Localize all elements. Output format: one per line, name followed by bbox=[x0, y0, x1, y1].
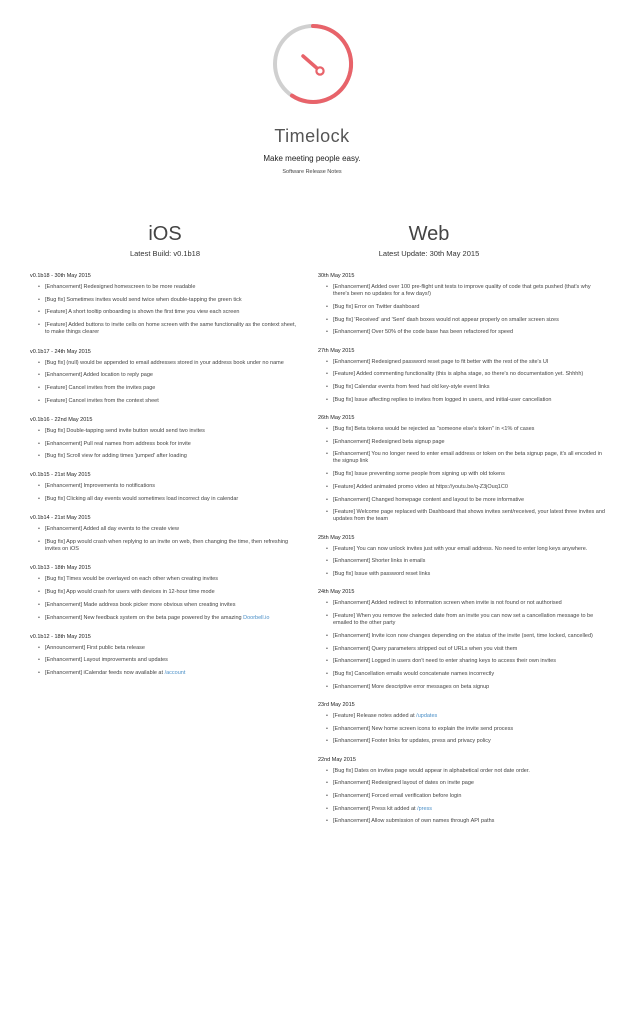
release-note-text: [Feature] Added buttons to invite cells on home screen with the same functionality as the context sheet, to make things clearer bbox=[45, 322, 297, 336]
release-note-item bbox=[326, 646, 608, 653]
release-note-item bbox=[38, 360, 300, 367]
release-note-text: [Enhancement] Redesigned beta signup page bbox=[333, 438, 445, 445]
ios-column bbox=[30, 222, 300, 689]
release-note-item bbox=[326, 600, 608, 607]
release-note-text: [Feature] Welcome page replaced with Dashboard that shows invites sent/received, your latest three invites and updates from the team bbox=[333, 509, 605, 523]
release-note-text: [Enhancement] New feedback system on the beta page powered by the amazing bbox=[45, 614, 244, 621]
release-note-item bbox=[326, 768, 608, 775]
web-release bbox=[318, 348, 608, 404]
web-release bbox=[318, 535, 608, 579]
release-note-item bbox=[326, 613, 608, 627]
release-notes-list bbox=[318, 284, 608, 337]
release-title: v0.1b15 - 21st May 2015 bbox=[30, 472, 91, 479]
app-tagline: Make meeting people easy. bbox=[263, 154, 361, 163]
timelock-logo-icon bbox=[269, 20, 357, 108]
release-note-text: [Bug fix] (null) would be appended to email addresses stored in your address book under no name bbox=[45, 359, 284, 366]
release-note-item bbox=[326, 426, 608, 433]
release-notes-list bbox=[318, 600, 608, 691]
release-note-item bbox=[38, 453, 300, 460]
release-notes-list bbox=[30, 576, 300, 621]
release-title: 26th May 2015 bbox=[318, 414, 355, 421]
release-title: 22nd May 2015 bbox=[318, 756, 356, 763]
release-title: v0.1b17 - 24th May 2015 bbox=[30, 348, 91, 355]
ios-latest-build: Latest Build: v0.1b18 bbox=[129, 249, 201, 258]
release-note-item bbox=[326, 793, 608, 800]
release-note-text: [Enhancement] Allow submission of own names through API paths bbox=[333, 818, 495, 825]
release-note-text: [Bug fix] Dates on invites page would appear in alphabetical order not date order. bbox=[333, 767, 530, 774]
release-title: v0.1b18 - 30th May 2015 bbox=[30, 273, 91, 279]
release-note-text: [Enhancement] Pull real names from address book for invite bbox=[45, 440, 191, 447]
release-note-item bbox=[326, 806, 608, 813]
release-note-item bbox=[38, 589, 300, 596]
ios-heading: iOS bbox=[148, 223, 182, 245]
release-title: v0.1b13 - 18th May 2015 bbox=[30, 565, 91, 572]
release-note-item bbox=[38, 428, 300, 435]
release-note-text: [Enhancement] iCalendar feeds now available at bbox=[45, 670, 165, 677]
release-note-link[interactable]: /press bbox=[417, 805, 433, 812]
release-note-text: [Feature] Cancel invites from the context sheet bbox=[45, 397, 159, 404]
release-note-item bbox=[326, 671, 608, 678]
release-note-text: [Feature] A short tooltip onboarding is shown the first time you view each screen bbox=[45, 309, 240, 316]
release-note-item bbox=[38, 526, 300, 533]
release-note-item bbox=[326, 304, 608, 311]
release-note-text: [Bug fix] Beta tokens would be rejected as "someone else's token" in <1% of cases bbox=[333, 425, 535, 432]
release-note-item bbox=[38, 297, 300, 304]
release-note-item bbox=[38, 483, 300, 490]
release-note-text: [Enhancement] Query parameters stripped out of URLs when you visit them bbox=[333, 645, 518, 652]
release-notes-list bbox=[30, 526, 300, 553]
release-note-item bbox=[326, 371, 608, 378]
release-note-text: [Feature] Added animated promo video at https://youtu.be/q-Z3jOuq1C0 bbox=[333, 483, 508, 490]
release-notes-list bbox=[318, 546, 608, 579]
release-note-item bbox=[326, 546, 608, 553]
release-note-item bbox=[38, 615, 300, 622]
ios-release-list bbox=[30, 273, 300, 677]
release-note-item bbox=[326, 780, 608, 787]
release-note-text: [Enhancement] Improvements to notifications bbox=[45, 483, 156, 490]
release-note-text: [Bug fix] 'Received' and 'Sent' dash boxes would not appear properly on smaller screen sizes bbox=[333, 316, 559, 323]
release-note-text: [Feature] You can now unlock invites just with your email address. No need to enter long keys anywhere. bbox=[333, 545, 588, 552]
release-note-text: [Enhancement] New home screen icons to explain the invite send process bbox=[333, 725, 514, 732]
release-note-item bbox=[326, 451, 608, 465]
release-note-text: [Bug fix] Issue with password reset links bbox=[333, 571, 431, 578]
release-note-item bbox=[38, 576, 300, 583]
web-release bbox=[318, 757, 608, 826]
release-note-link[interactable]: /account bbox=[164, 670, 186, 677]
release-note-text: [Enhancement] Layout improvements and updates bbox=[45, 657, 168, 664]
release-note-item bbox=[326, 439, 608, 446]
release-note-text: [Bug fix] Issue affecting replies to invites from logged in users, and initial-user cancellation bbox=[333, 396, 552, 403]
release-note-text: [Enhancement] Over 50% of the code base has been refactored for speed bbox=[333, 329, 514, 336]
release-note-link[interactable]: /updates bbox=[416, 712, 438, 719]
release-note-item bbox=[326, 738, 608, 745]
release-notes-list bbox=[318, 426, 608, 524]
release-note-text: [Enhancement] Logged in users don't need to enter sharing keys to access their own invites bbox=[333, 658, 557, 665]
web-release bbox=[318, 273, 608, 337]
release-note-text: [Enhancement] Made address book picker more obvious when creating invites bbox=[45, 601, 236, 608]
release-title: v0.1b12 - 18th May 2015 bbox=[30, 633, 91, 640]
release-notes-list bbox=[30, 645, 300, 678]
release-note-text: [Enhancement] Shorter links in emails bbox=[333, 558, 426, 565]
release-note-item bbox=[38, 670, 300, 677]
release-notes-list bbox=[30, 428, 300, 461]
release-notes-list bbox=[318, 768, 608, 826]
ios-release bbox=[30, 472, 300, 503]
release-note-item bbox=[38, 602, 300, 609]
release-note-item bbox=[38, 309, 300, 316]
release-note-item bbox=[326, 633, 608, 640]
release-note-item bbox=[326, 397, 608, 404]
release-note-text: [Enhancement] Invite icon now changes depending on the status of the invite (sent, time locked, cancelled) bbox=[333, 632, 593, 639]
ios-release bbox=[30, 634, 300, 678]
release-note-item bbox=[38, 284, 300, 291]
release-note-item bbox=[326, 329, 608, 336]
release-note-text: [Announcement] First public beta release bbox=[45, 644, 145, 651]
release-note-item bbox=[326, 384, 608, 391]
release-note-text: [Enhancement] Added over 100 pre-flight unit tests to improve quality of code that gets pushed (that's why there's been no updates for a few days!) bbox=[333, 284, 591, 298]
release-note-text: [Feature] Cancel invites from the invites page bbox=[45, 384, 156, 391]
release-title: 23rd May 2015 bbox=[318, 701, 355, 708]
release-note-item bbox=[326, 726, 608, 733]
web-release-list bbox=[318, 273, 608, 826]
release-note-text: [Enhancement] Redesigned homescreen to be more readable bbox=[45, 284, 196, 290]
release-notes-list bbox=[318, 359, 608, 404]
release-note-text: [Feature] Release notes added at bbox=[333, 712, 417, 719]
release-note-item bbox=[38, 539, 300, 553]
release-note-text: [Enhancement] Redesigned layout of dates on invite page bbox=[333, 780, 474, 787]
release-note-text: [Enhancement] More descriptive error messages on beta signup bbox=[333, 683, 490, 690]
release-note-text: [Bug fix] App would crash for users with devices in 12-hour time mode bbox=[45, 589, 215, 596]
release-note-item bbox=[326, 471, 608, 478]
release-note-text: [Feature] Added commenting functionality (this is alpha stage, so there's no documentation yet. Shhhh) bbox=[333, 371, 584, 378]
release-note-link[interactable]: Doorbell.io bbox=[243, 614, 270, 621]
release-note-item bbox=[38, 496, 300, 503]
release-note-text: [Bug fix] Clicking all day events would sometimes load incorrect day in calendar bbox=[45, 496, 239, 503]
release-note-item bbox=[326, 658, 608, 665]
web-column bbox=[318, 222, 608, 837]
release-note-text: [Feature] When you remove the selected date from an invite you can now set a cancellation message to be emailed to the other party bbox=[333, 612, 594, 627]
release-note-item bbox=[326, 284, 608, 298]
release-note-item bbox=[38, 645, 300, 652]
release-note-item bbox=[326, 497, 608, 504]
release-notes-list bbox=[30, 483, 300, 503]
release-note-text: [Bug fix] Times would be overlayed on each other when creating invites bbox=[45, 576, 219, 583]
release-notes-list bbox=[30, 284, 300, 337]
release-note-item bbox=[326, 571, 608, 578]
release-note-text: [Bug fix] Sometimes invites would send twice when double-tapping the green tick bbox=[45, 296, 242, 303]
release-notes-list bbox=[30, 360, 300, 405]
release-note-item bbox=[326, 359, 608, 366]
release-note-text: [Enhancement] You no longer need to enter email address or token on the beta signup page, it's all encoded in the signup link bbox=[333, 451, 602, 465]
release-note-text: [Enhancement] Press kit added at bbox=[333, 805, 418, 812]
release-note-text: [Bug fix] Cancellation emails would concatenate names incorrectly bbox=[333, 670, 495, 677]
release-note-text: [Enhancement] Added location to reply page bbox=[45, 372, 153, 379]
release-note-text: [Bug fix] Calendar events from feed had old key-style event links bbox=[333, 383, 490, 390]
release-title: 24th May 2015 bbox=[318, 589, 355, 596]
ios-release bbox=[30, 349, 300, 405]
release-note-text: [Bug fix] App would crash when replying to an invite on web, then changing the time, then refreshing invites on iOS bbox=[45, 539, 289, 553]
release-note-text: [Enhancement] Changed homepage content and layout to be more informative bbox=[333, 496, 525, 503]
ios-release bbox=[30, 417, 300, 461]
release-note-item bbox=[326, 558, 608, 565]
release-note-text: [Enhancement] Added redirect to information screen when invite is not found or not authorised bbox=[333, 600, 562, 607]
release-note-item bbox=[326, 684, 608, 691]
release-note-text: [Enhancement] Added all day events to the create view bbox=[45, 526, 179, 533]
release-note-text: [Bug fix] Double-tapping send invite button would send two invites bbox=[45, 427, 205, 434]
release-note-item bbox=[38, 441, 300, 448]
release-note-item bbox=[326, 713, 608, 720]
release-note-text: [Bug fix] Scroll view for adding times 'jumped' after loading bbox=[45, 453, 187, 460]
release-note-item bbox=[326, 484, 608, 491]
release-title: v0.1b16 - 22nd May 2015 bbox=[30, 416, 93, 423]
release-note-item bbox=[38, 322, 300, 336]
page-subtitle: Software Release Notes bbox=[282, 169, 342, 175]
release-note-item bbox=[38, 398, 300, 405]
release-note-item bbox=[38, 372, 300, 379]
web-release bbox=[318, 415, 608, 524]
web-release bbox=[318, 702, 608, 746]
release-note-item bbox=[326, 818, 608, 825]
release-title: v0.1b14 - 21st May 2015 bbox=[30, 515, 91, 522]
release-note-text: [Enhancement] Redesigned password reset page to fit better with the rest of the site's UI bbox=[333, 358, 549, 365]
ios-release bbox=[30, 515, 300, 553]
web-latest-update: Latest Update: 30th May 2015 bbox=[378, 249, 480, 258]
release-note-text: [Enhancement] Footer links for updates, press and privacy policy bbox=[333, 738, 491, 745]
ios-release bbox=[30, 565, 300, 621]
release-note-text: [Bug fix] Issue preventing some people from signing up with old tokens bbox=[333, 471, 505, 478]
app-title: Timelock bbox=[274, 126, 350, 146]
release-note-item bbox=[326, 317, 608, 324]
release-title: 25th May 2015 bbox=[318, 534, 355, 541]
release-title: 27th May 2015 bbox=[318, 347, 355, 354]
release-notes-list bbox=[318, 713, 608, 746]
release-note-text: [Bug fix] Error on Twitter dashboard bbox=[333, 303, 420, 310]
release-note-item bbox=[326, 509, 608, 523]
release-note-item bbox=[38, 657, 300, 664]
web-release bbox=[318, 589, 608, 691]
release-note-item bbox=[38, 385, 300, 392]
release-title: 30th May 2015 bbox=[318, 273, 355, 279]
web-heading: Web bbox=[408, 223, 450, 245]
ios-release bbox=[30, 273, 300, 337]
release-note-text: [Enhancement] Forced email verification before login bbox=[333, 792, 462, 799]
